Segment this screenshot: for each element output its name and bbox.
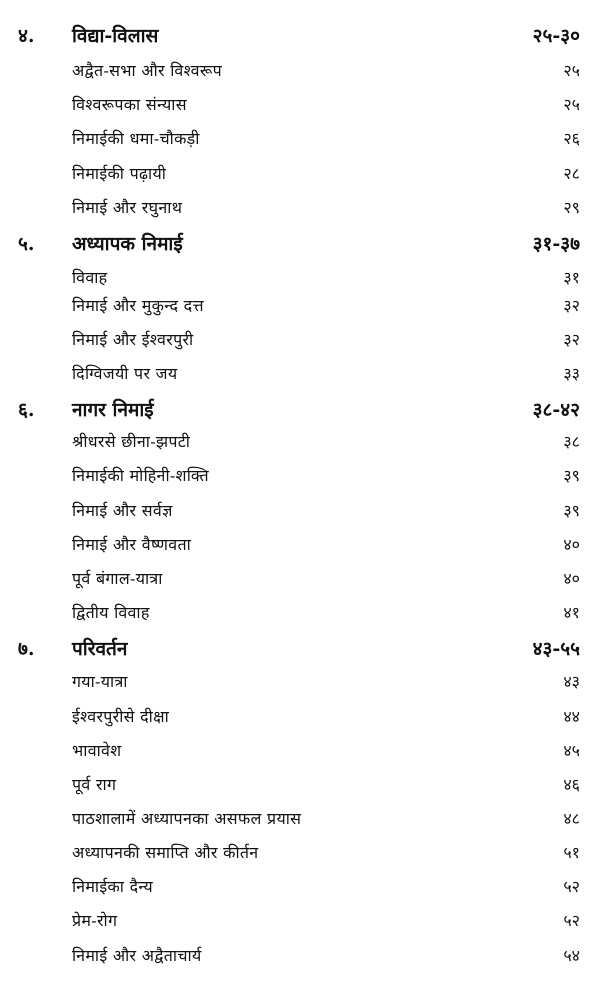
chapter-page-range: ३८-४२ <box>532 399 580 421</box>
entry-page: ३१ <box>563 268 580 287</box>
entry-title: विश्वरूपका संन्यास <box>72 95 187 114</box>
chapter-heading <box>0 631 600 665</box>
toc-entry <box>0 835 600 869</box>
entry-title: विवाह <box>72 268 108 287</box>
entry-title: भावावेश <box>72 741 122 760</box>
entry-title: निमाईकी पढ़ायी <box>72 164 167 183</box>
entry-title: पूर्व बंगाल-यात्रा <box>72 569 163 588</box>
chapter-heading <box>0 18 600 52</box>
entry-page: ४५ <box>563 741 580 760</box>
entry-page: ४० <box>563 569 580 588</box>
entry-page: २६ <box>563 129 580 148</box>
entry-title: निमाईकी धमा-चौकड़ी <box>72 129 200 148</box>
entry-title: दिग्विजयी पर जय <box>72 364 178 383</box>
toc-entry <box>0 903 600 937</box>
toc-entry <box>0 356 600 390</box>
chapter-page-range: २५-३० <box>532 25 580 47</box>
toc-entry <box>0 561 600 595</box>
chapter-number: ५. <box>18 233 35 255</box>
entry-page: ३८ <box>563 432 580 451</box>
entry-title: निमाई और मुकुन्द दत्त <box>72 296 204 315</box>
entry-page: ४३ <box>563 672 580 691</box>
chapter-title: विद्या-विलास <box>72 25 159 47</box>
entry-title: ईश्वरपुरीसे दीक्षा <box>72 707 170 726</box>
toc-entry <box>0 733 600 767</box>
entry-page: ४० <box>563 535 580 554</box>
toc-entry <box>0 938 600 972</box>
entry-page: ३२ <box>563 330 580 349</box>
entry-title: निमाई और ईश्वरपुरी <box>72 330 194 349</box>
entry-title: प्रेम-रोग <box>72 911 118 930</box>
entry-page: २८ <box>563 164 580 183</box>
chapter-title: परिवर्तन <box>72 638 128 660</box>
entry-title: पाठशालामें अध्यापनका असफल प्रयास <box>72 809 302 828</box>
toc-entry <box>0 53 600 87</box>
toc-entry <box>0 595 600 629</box>
entry-title: द्वितीय विवाह <box>72 603 150 622</box>
entry-page: ४४ <box>563 707 580 726</box>
chapter-number: ६. <box>18 399 35 421</box>
entry-page: ३९ <box>563 466 580 485</box>
entry-page: ४१ <box>563 603 580 622</box>
toc-entry <box>0 156 600 190</box>
chapter-page-range: ३१-३७ <box>532 233 580 255</box>
chapter-number: ७. <box>18 638 35 660</box>
chapter-title: अध्यापक निमाई <box>72 233 183 255</box>
entry-page: २९ <box>563 198 580 217</box>
toc-entry <box>0 767 600 801</box>
entry-title: निमाई और सर्वज्ञ <box>72 501 173 520</box>
entry-page: ५१ <box>563 843 580 862</box>
toc-entry <box>0 322 600 356</box>
entry-title: श्रीधरसे छीना-झपटी <box>72 432 191 451</box>
toc-entry <box>0 458 600 492</box>
entry-title: अद्वैत-सभा और विश्वरूप <box>72 61 222 80</box>
toc-entry <box>0 869 600 903</box>
chapter-heading <box>0 392 600 426</box>
entry-title: निमाई और अद्वैताचार्य <box>72 946 202 965</box>
entry-page: ४६ <box>563 775 580 794</box>
entry-title: गया-यात्रा <box>72 672 128 691</box>
entry-title: पूर्व राग <box>72 775 117 794</box>
chapter-title: नागर निमाई <box>72 399 154 421</box>
toc-entry <box>0 699 600 733</box>
entry-title: निमाईकी मोहिनी-शक्ति <box>72 466 209 485</box>
toc-entry <box>0 424 600 458</box>
toc-entry <box>0 664 600 698</box>
entry-page: ५२ <box>563 911 580 930</box>
toc-entry <box>0 121 600 155</box>
entry-page: २५ <box>563 61 580 80</box>
toc-entry <box>0 527 600 561</box>
entry-title: अध्यापनकी समाप्ति और कीर्तन <box>72 843 259 862</box>
toc-entry <box>0 801 600 835</box>
toc-entry <box>0 493 600 527</box>
chapter-heading <box>0 226 600 260</box>
toc-entry <box>0 288 600 322</box>
entry-title: निमाई और वैष्णवता <box>72 535 192 554</box>
entry-page: ३३ <box>563 364 580 383</box>
entry-page: २५ <box>563 95 580 114</box>
entry-page: ५२ <box>563 877 580 896</box>
entry-page: ४८ <box>563 809 580 828</box>
chapter-page-range: ४३-५५ <box>532 638 580 660</box>
chapter-number: ४. <box>18 25 35 47</box>
entry-title: निमाई और रघुनाथ <box>72 198 183 217</box>
entry-title: निमाईका दैन्य <box>72 877 154 896</box>
toc-entry <box>0 87 600 121</box>
entry-page: ३२ <box>563 296 580 315</box>
entry-page: ५४ <box>563 946 580 965</box>
toc-entry <box>0 190 600 224</box>
entry-page: ३९ <box>563 501 580 520</box>
